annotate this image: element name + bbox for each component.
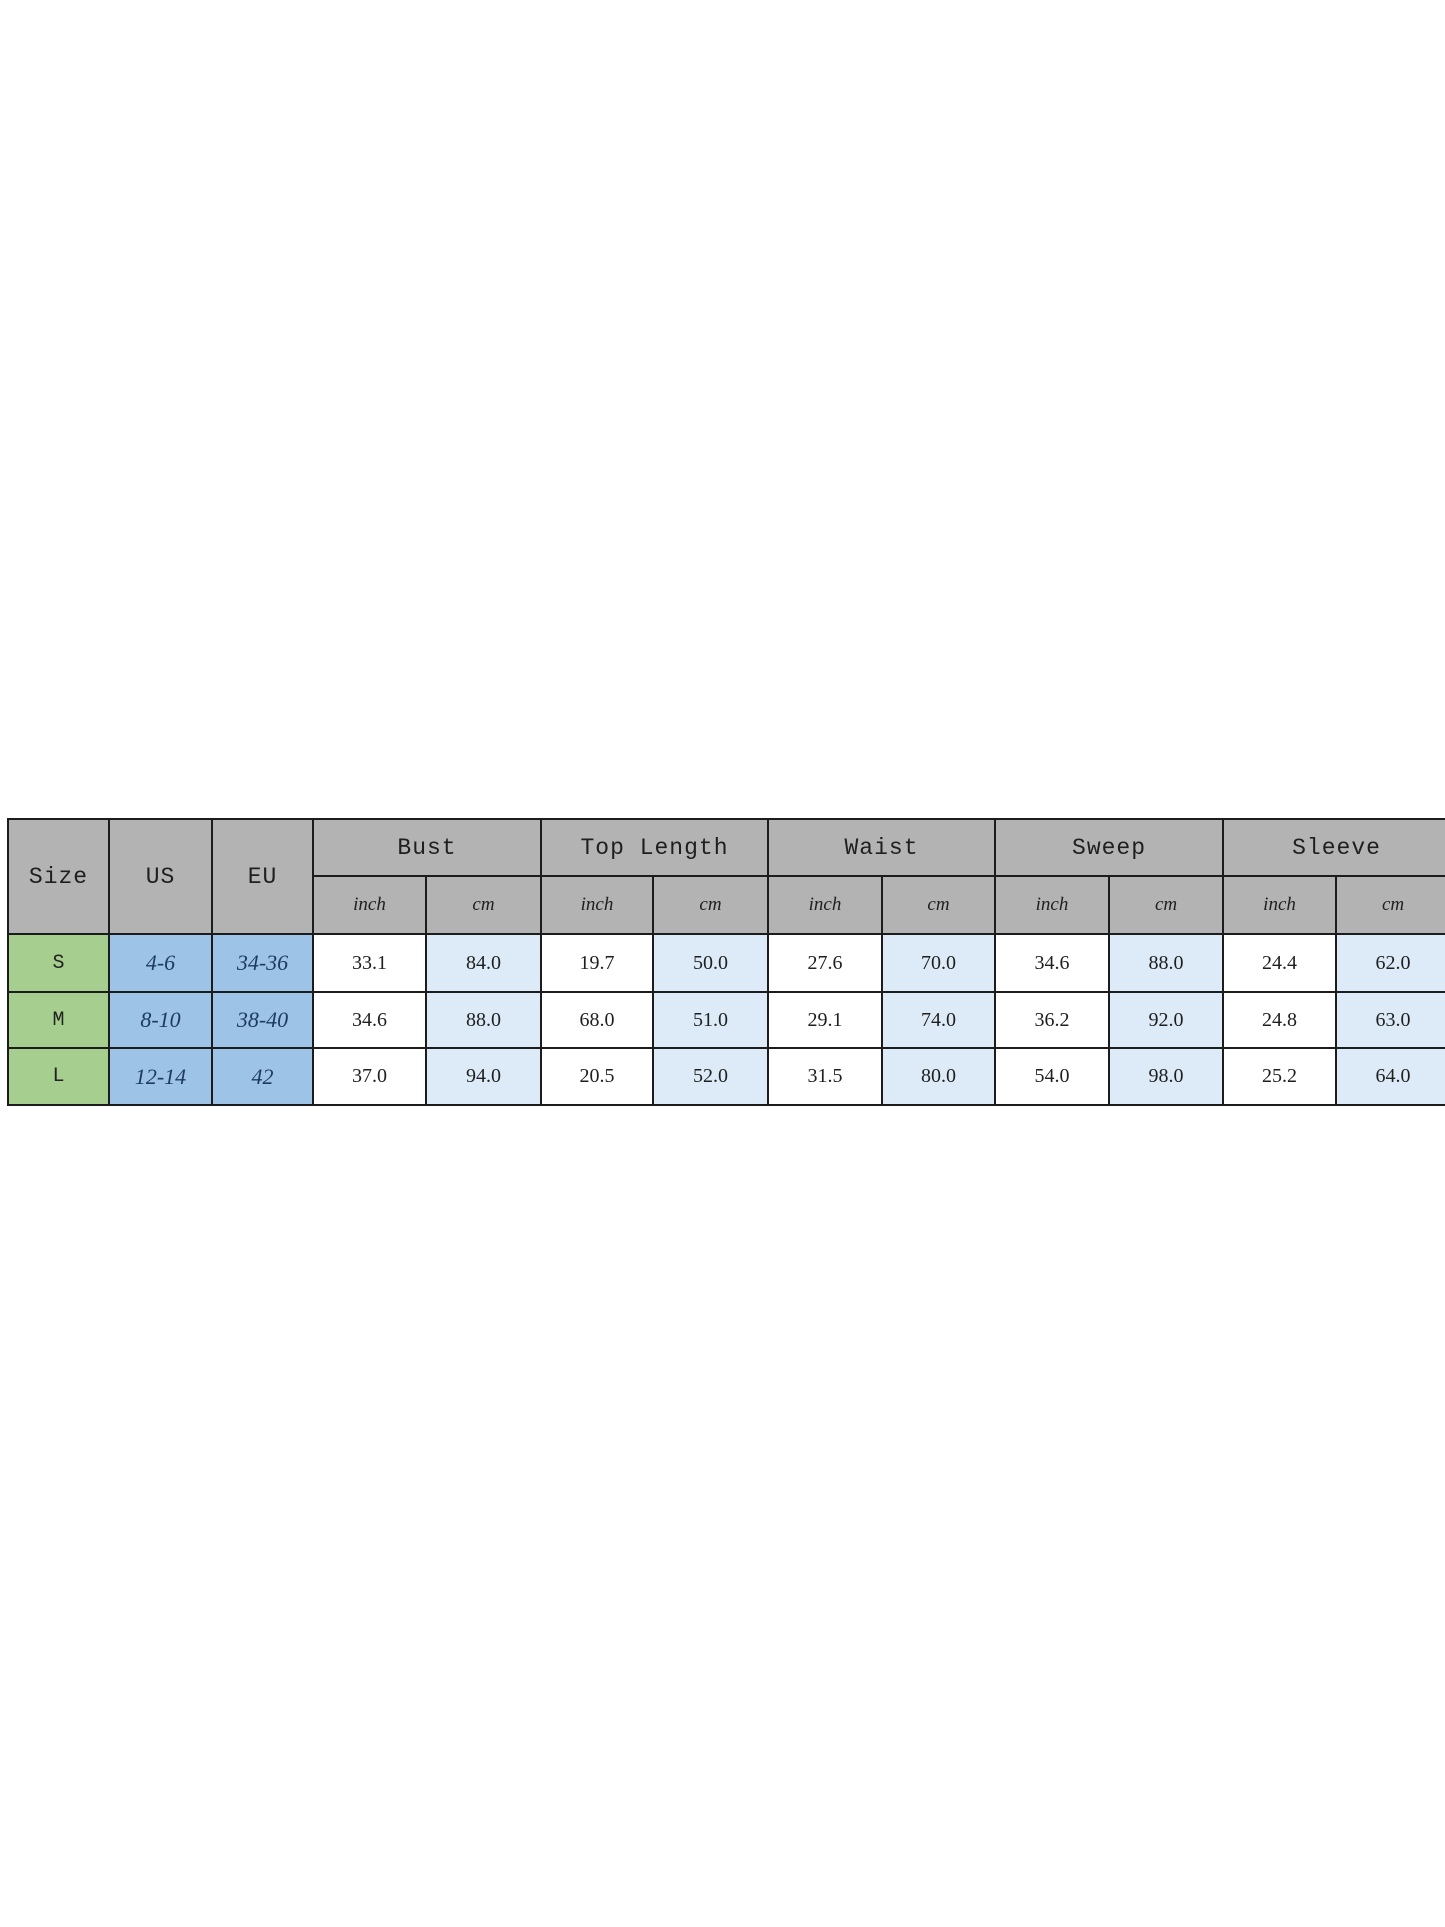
table-row-m [8, 992, 1445, 1048]
cell-waist-inch: 27.6 [768, 934, 882, 992]
cell-eu: 42 [212, 1048, 313, 1105]
group-header-top-length: Top Length [541, 819, 768, 876]
subheader-sleeve-inch: inch [1223, 876, 1336, 934]
header-eu: EU [212, 819, 313, 934]
cell-top-length-cm: 51.0 [653, 992, 768, 1048]
header-us: US [109, 819, 212, 934]
cell-bust-inch: 34.6 [313, 992, 426, 1048]
subheader-sweep-inch: inch [995, 876, 1109, 934]
group-header-bust: Bust [313, 819, 541, 876]
row-label-size: S [8, 934, 109, 992]
header-size: Size [8, 819, 109, 934]
cell-sweep-inch: 36.2 [995, 992, 1109, 1048]
cell-sleeve-inch: 25.2 [1223, 1048, 1336, 1105]
cell-top-length-cm: 50.0 [653, 934, 768, 992]
cell-bust-inch: 33.1 [313, 934, 426, 992]
cell-sweep-inch: 54.0 [995, 1048, 1109, 1105]
cell-waist-cm: 80.0 [882, 1048, 995, 1105]
size-chart-table [7, 818, 1445, 1106]
subheader-top-length-cm: cm [653, 876, 768, 934]
cell-sweep-cm: 98.0 [1109, 1048, 1223, 1105]
cell-sleeve-cm: 64.0 [1336, 1048, 1445, 1105]
cell-eu: 34-36 [212, 934, 313, 992]
cell-sweep-cm: 92.0 [1109, 992, 1223, 1048]
cell-waist-cm: 70.0 [882, 934, 995, 992]
cell-top-length-inch: 19.7 [541, 934, 653, 992]
cell-us: 12-14 [109, 1048, 212, 1105]
subheader-sleeve-cm: cm [1336, 876, 1445, 934]
cell-top-length-cm: 52.0 [653, 1048, 768, 1105]
row-label-size: L [8, 1048, 109, 1105]
subheader-bust-cm: cm [426, 876, 541, 934]
group-header-waist: Waist [768, 819, 995, 876]
cell-sleeve-cm: 63.0 [1336, 992, 1445, 1048]
cell-sleeve-inch: 24.8 [1223, 992, 1336, 1048]
group-header-row [8, 819, 1445, 876]
subheader-top-length-inch: inch [541, 876, 653, 934]
table-row-l [8, 1048, 1445, 1105]
subheader-waist-cm: cm [882, 876, 995, 934]
cell-bust-cm: 84.0 [426, 934, 541, 992]
cell-sweep-cm: 88.0 [1109, 934, 1223, 992]
row-label-size: M [8, 992, 109, 1048]
cell-waist-cm: 74.0 [882, 992, 995, 1048]
cell-bust-cm: 88.0 [426, 992, 541, 1048]
group-header-sleeve: Sleeve [1223, 819, 1445, 876]
subheader-bust-inch: inch [313, 876, 426, 934]
cell-sweep-inch: 34.6 [995, 934, 1109, 992]
cell-waist-inch: 31.5 [768, 1048, 882, 1105]
cell-eu: 38-40 [212, 992, 313, 1048]
cell-bust-inch: 37.0 [313, 1048, 426, 1105]
cell-us: 4-6 [109, 934, 212, 992]
subheader-sweep-cm: cm [1109, 876, 1223, 934]
cell-sleeve-cm: 62.0 [1336, 934, 1445, 992]
cell-us: 8-10 [109, 992, 212, 1048]
table-row-s [8, 934, 1445, 992]
subheader-waist-inch: inch [768, 876, 882, 934]
cell-sleeve-inch: 24.4 [1223, 934, 1336, 992]
group-header-sweep: Sweep [995, 819, 1223, 876]
cell-bust-cm: 94.0 [426, 1048, 541, 1105]
cell-top-length-inch: 20.5 [541, 1048, 653, 1105]
cell-waist-inch: 29.1 [768, 992, 882, 1048]
cell-top-length-inch: 68.0 [541, 992, 653, 1048]
